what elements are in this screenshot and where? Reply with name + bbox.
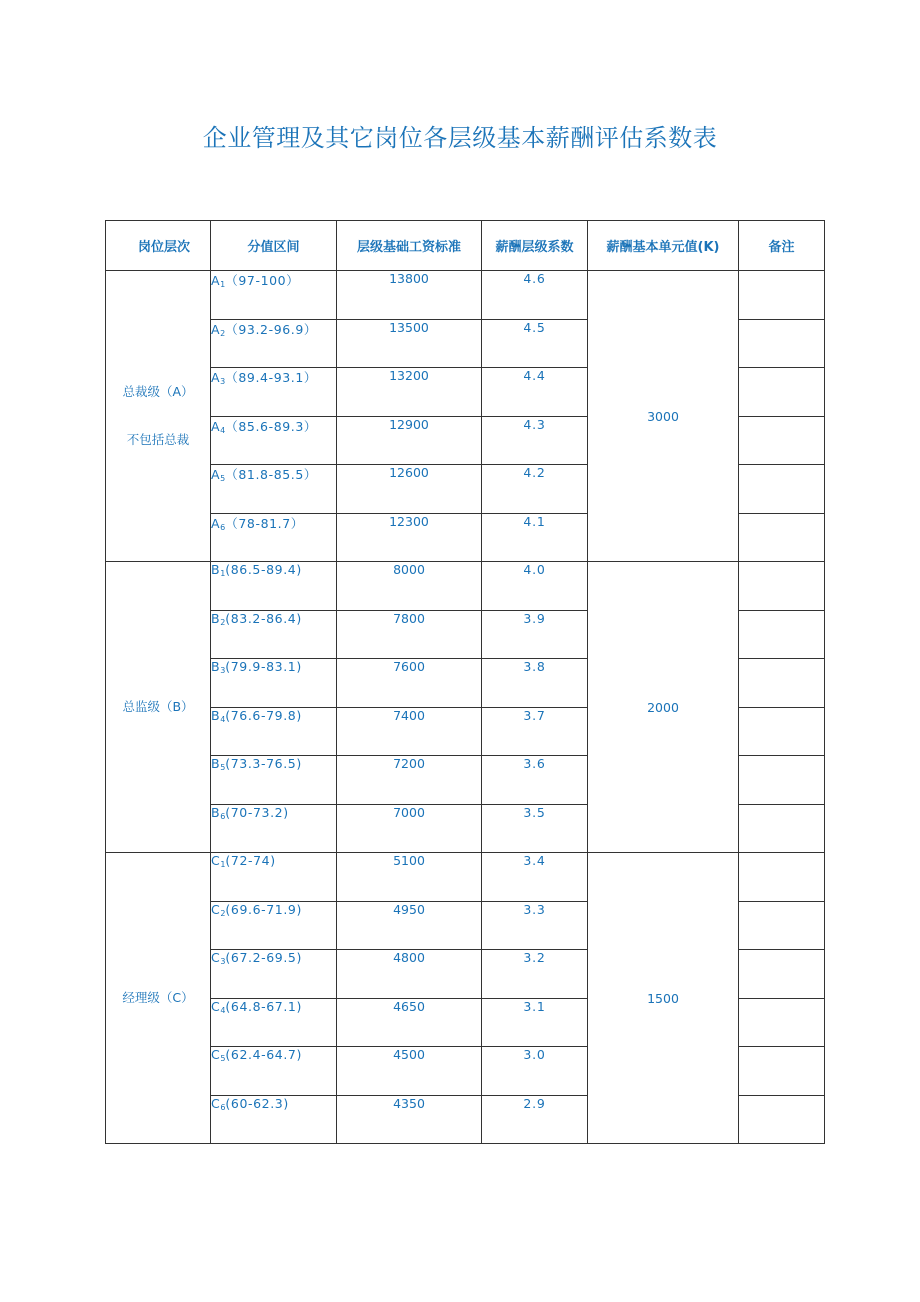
grade-subscript: 1: [220, 280, 226, 289]
remarks-cell: [739, 513, 825, 562]
base-salary-cell: 8000: [337, 562, 482, 611]
base-salary-cell: 4650: [337, 998, 482, 1047]
level-cell: [106, 562, 211, 853]
coefficient-cell: 3.2: [482, 950, 588, 999]
score-range: (62.4-64.7): [225, 1047, 302, 1062]
table-header-row: [106, 221, 825, 271]
header-level: 岗位层次: [106, 221, 211, 271]
level-label: 总监级（B）: [122, 699, 194, 714]
score-range: (70-73.2): [225, 804, 289, 820]
score-range: (79.9-83.1): [225, 659, 302, 674]
base-salary-cell: 7200: [337, 756, 482, 805]
base-salary-cell: 4350: [337, 1095, 482, 1144]
score-range: （81.8-85.5）: [225, 467, 318, 482]
header-unit-value: 薪酬基本单元值(K): [588, 221, 739, 271]
grade-letter: B: [211, 562, 221, 577]
score-range: （89.4-93.1）: [225, 370, 318, 385]
remarks-cell: [739, 804, 825, 853]
table-row: [106, 562, 825, 611]
range-cell: [211, 804, 337, 853]
remarks-cell: [739, 707, 825, 756]
grade-subscript: 6: [220, 811, 226, 821]
score-range: （97-100）: [225, 273, 300, 288]
grade-subscript: 2: [220, 908, 226, 918]
remarks-cell: [739, 853, 825, 902]
coefficient-cell: 4.2: [482, 465, 588, 514]
base-salary-cell: 7400: [337, 707, 482, 756]
coefficient-cell: 3.9: [482, 610, 588, 659]
range-cell: [211, 998, 337, 1047]
grade-subscript: 5: [220, 763, 226, 772]
grade-subscript: 1: [220, 569, 226, 578]
level-label: 总裁级（A）: [122, 384, 194, 399]
grade-subscript: 3: [220, 377, 226, 386]
coefficient-cell: 3.8: [482, 659, 588, 708]
score-range: （93.2-96.9）: [225, 321, 318, 337]
coefficient-cell: 3.4: [482, 853, 588, 902]
level-cell: [106, 853, 211, 1144]
score-range: (69.6-71.9): [225, 901, 302, 917]
base-salary-cell: 12600: [337, 465, 482, 514]
remarks-cell: [739, 416, 825, 465]
score-range: (60-62.3): [225, 1095, 289, 1111]
range-cell: [211, 368, 337, 417]
base-salary-cell: 7800: [337, 610, 482, 659]
base-salary-cell: 7000: [337, 804, 482, 853]
coefficient-cell: 4.3: [482, 416, 588, 465]
remarks-cell: [739, 901, 825, 950]
coefficient-cell: 2.9: [482, 1095, 588, 1144]
grade-subscript: 1: [220, 860, 226, 869]
base-salary-cell: 5100: [337, 853, 482, 902]
remarks-cell: [739, 659, 825, 708]
grade-subscript: 5: [220, 1054, 226, 1063]
grade-subscript: 4: [220, 1005, 226, 1015]
range-cell: [211, 756, 337, 805]
base-salary-cell: 12300: [337, 513, 482, 562]
header-coefficient: 薪酬层级系数: [482, 221, 588, 271]
remarks-cell: [739, 756, 825, 805]
range-cell: [211, 1047, 337, 1096]
score-range: （78-81.7）: [225, 515, 304, 531]
grade-letter: A: [211, 321, 221, 337]
coefficient-cell: 4.6: [482, 271, 588, 320]
range-cell: [211, 610, 337, 659]
grade-letter: A: [211, 515, 221, 531]
score-range: (64.8-67.1): [225, 998, 302, 1014]
grade-subscript: 6: [220, 1102, 226, 1112]
score-range: (67.2-69.5): [225, 950, 302, 965]
remarks-cell: [739, 319, 825, 368]
range-cell: [211, 950, 337, 999]
range-cell: [211, 416, 337, 465]
remarks-cell: [739, 271, 825, 320]
grade-letter: A: [211, 418, 221, 434]
grade-letter: B: [211, 756, 221, 771]
base-salary-cell: 13200: [337, 368, 482, 417]
base-salary-cell: 13800: [337, 271, 482, 320]
unit-value-cell: 2000: [588, 562, 739, 853]
score-range: (83.2-86.4): [225, 610, 302, 626]
grade-letter: B: [211, 659, 221, 674]
header-range: 分值区间: [211, 221, 337, 271]
coefficient-cell: 4.1: [482, 513, 588, 562]
coefficient-cell: 3.3: [482, 901, 588, 950]
coefficient-cell: 3.6: [482, 756, 588, 805]
score-range: (72-74): [225, 853, 276, 868]
coefficient-cell: 3.7: [482, 707, 588, 756]
grade-subscript: 3: [220, 666, 226, 675]
range-cell: [211, 659, 337, 708]
level-label: 不包括总裁: [126, 432, 190, 447]
grade-letter: C: [211, 901, 221, 917]
range-cell: [211, 465, 337, 514]
score-range: (73.3-76.5): [225, 756, 302, 771]
table-row: [106, 271, 825, 320]
coefficient-cell: 4.5: [482, 319, 588, 368]
grade-subscript: 2: [220, 328, 226, 338]
grade-letter: C: [211, 853, 221, 868]
coefficient-cell: 3.5: [482, 804, 588, 853]
grade-letter: C: [211, 950, 221, 965]
remarks-cell: [739, 950, 825, 999]
range-cell: [211, 271, 337, 320]
salary-coefficient-table: [105, 220, 825, 1144]
base-salary-cell: 4500: [337, 1047, 482, 1096]
base-salary-cell: 4950: [337, 901, 482, 950]
level-label: 经理级（C）: [122, 990, 194, 1005]
range-cell: [211, 562, 337, 611]
coefficient-cell: 3.1: [482, 998, 588, 1047]
range-cell: [211, 513, 337, 562]
remarks-cell: [739, 1095, 825, 1144]
grade-letter: A: [211, 467, 221, 482]
grade-letter: C: [211, 1047, 221, 1062]
page-title: 企业管理及其它岗位各层级基本薪酬评估系数表: [202, 124, 718, 152]
remarks-cell: [739, 465, 825, 514]
grade-letter: A: [211, 273, 221, 288]
remarks-cell: [739, 610, 825, 659]
grade-letter: B: [211, 804, 221, 820]
coefficient-cell: 3.0: [482, 1047, 588, 1096]
grade-letter: B: [211, 610, 221, 626]
grade-letter: B: [211, 707, 221, 723]
unit-value-cell: 3000: [588, 271, 739, 562]
grade-subscript: 4: [220, 425, 226, 435]
range-cell: [211, 319, 337, 368]
grade-subscript: 5: [220, 474, 226, 483]
score-range: (86.5-89.4): [225, 562, 302, 577]
grade-subscript: 2: [220, 617, 226, 627]
header-remarks: 备注: [739, 221, 825, 271]
range-cell: [211, 901, 337, 950]
remarks-cell: [739, 368, 825, 417]
score-range: （85.6-89.3）: [225, 418, 318, 434]
grade-subscript: 6: [220, 522, 226, 532]
remarks-cell: [739, 1047, 825, 1096]
range-cell: [211, 1095, 337, 1144]
remarks-cell: [739, 562, 825, 611]
coefficient-cell: 4.4: [482, 368, 588, 417]
grade-subscript: 3: [220, 957, 226, 966]
range-cell: [211, 707, 337, 756]
grade-letter: C: [211, 998, 221, 1014]
base-salary-cell: 7600: [337, 659, 482, 708]
grade-subscript: 4: [220, 714, 226, 724]
range-cell: [211, 853, 337, 902]
base-salary-cell: 4800: [337, 950, 482, 999]
score-range: (76.6-79.8): [225, 707, 302, 723]
table-row: [106, 853, 825, 902]
base-salary-cell: 12900: [337, 416, 482, 465]
grade-letter: C: [211, 1095, 221, 1111]
level-cell: [106, 271, 211, 562]
unit-value-cell: 1500: [588, 853, 739, 1144]
coefficient-cell: 4.0: [482, 562, 588, 611]
grade-letter: A: [211, 370, 221, 385]
header-base-salary: 层级基础工资标准: [337, 221, 482, 271]
base-salary-cell: 13500: [337, 319, 482, 368]
remarks-cell: [739, 998, 825, 1047]
